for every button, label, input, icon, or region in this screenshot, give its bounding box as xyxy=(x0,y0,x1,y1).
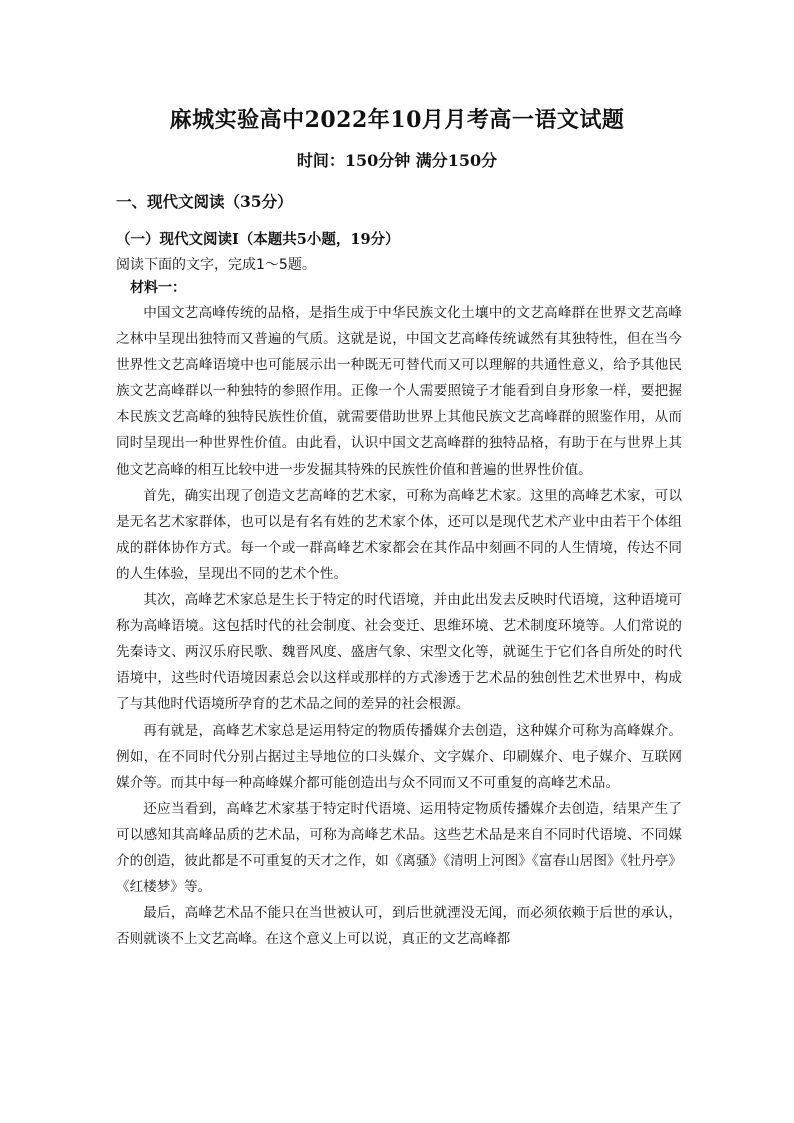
exam-time-info: 时间：150分钟 满分150分 xyxy=(296,151,498,170)
page-title: 麻城实验高中2022年10月月考高一语文试题 xyxy=(169,107,625,133)
passage-paragraph: 中国文艺高峰传统的品格，是指生成于中华民族文化土壤中的文艺高峰群在世界文艺高峰之林中呈现出独特而又普遍的气质。这就是说，中国文艺高峰传统诚然有其独特性，但在当今世界性文艺高峰语境中也可能展示出一种既无可替代而又可以理解的共通性意义，给予其他民族文艺高峰群以一种独特的参照作用。正像一个人需要照镜子才能看到自身形象一样，要把握本民族文艺高峰的独特民族性价值，就需要借助世界上其他民族文艺高峰群的照鉴作用，从而同时呈现出一种世界性价值。由此看，认识中国文艺高峰群的独特品格，有助于在与世界上其他文艺高峰的相互比较中进一步发掘其特殊的民族性价值和普遍的世界性价值。 xyxy=(116,305,682,478)
subsection-heading: （一）现代文阅读Ⅰ（本题共5小题，19分） xyxy=(116,231,400,248)
passage-paragraph: 再有就是，高峰艺术家总是运用特定的物质传播媒介去创造，这种媒介可称为高峰媒介。例如，在不同时代分别占据过主导地位的口头媒介、文字媒介、印刷媒介、电子媒介、互联网媒介等。而其中每一种高峰媒介都可能创造出与众不同而又不可重复的高峰艺术品。 xyxy=(116,722,682,791)
material-label: 材料一： xyxy=(130,280,186,296)
passage-paragraph: 其次，高峰艺术家总是生长于特定的时代语境，并由此出发去反映时代语境，这种语境可称为高峰语境。这包括时代的社会制度、社会变迁、思维环境、艺术制度环境等。人们常说的先秦诗文、两汉乐府民歌、魏晋风度、盛唐气象、宋型文化等，就诞生于它们各自所处的时代语境中，这些时代语境因素总会以这样或那样的方式渗透于艺术品的独创性艺术世界中，构成了与其他时代语境所孕育的艺术品之间的差异的社会根源。 xyxy=(116,592,682,713)
passage-paragraph: 最后，高峰艺术品不能只在当世被认可，到后世就湮没无闻，而必须依赖于后世的承认，否则就谈不上文艺高峰。在这个意义上可以说，真正的文艺高峰都 xyxy=(116,905,682,948)
section-heading: 一、现代文阅读（35分） xyxy=(116,192,293,211)
passage-paragraph: 还应当看到，高峰艺术家基于特定时代语境、运用特定物质传播媒介去创造，结果产生了可以感知其高峰品质的艺术品，可称为高峰艺术品。这些艺术品是来自不同时代语境、不同媒介的创造，彼此都是不可重复的天才之作，如《离骚》《清明上河图》《富春山居图》《牡丹亭》《红楼梦》等。 xyxy=(116,800,682,896)
passage-body xyxy=(116,300,682,952)
passage-paragraph: 首先，确实出现了创造文艺高峰的艺术家，可称为高峰艺术家。这里的高峰艺术家，可以是无名艺术家群体，也可以是有名有姓的艺术家个体，还可以是现代艺术产业中由若干个体组成的群体协作方式。每一个或一群高峰艺术家都会在其作品中刻画不同的人生情境，传达不同的人生体验，呈现出不同的艺术个性。 xyxy=(116,487,682,582)
reading-instruction: 阅读下面的文字，完成1～5题。 xyxy=(116,257,316,273)
